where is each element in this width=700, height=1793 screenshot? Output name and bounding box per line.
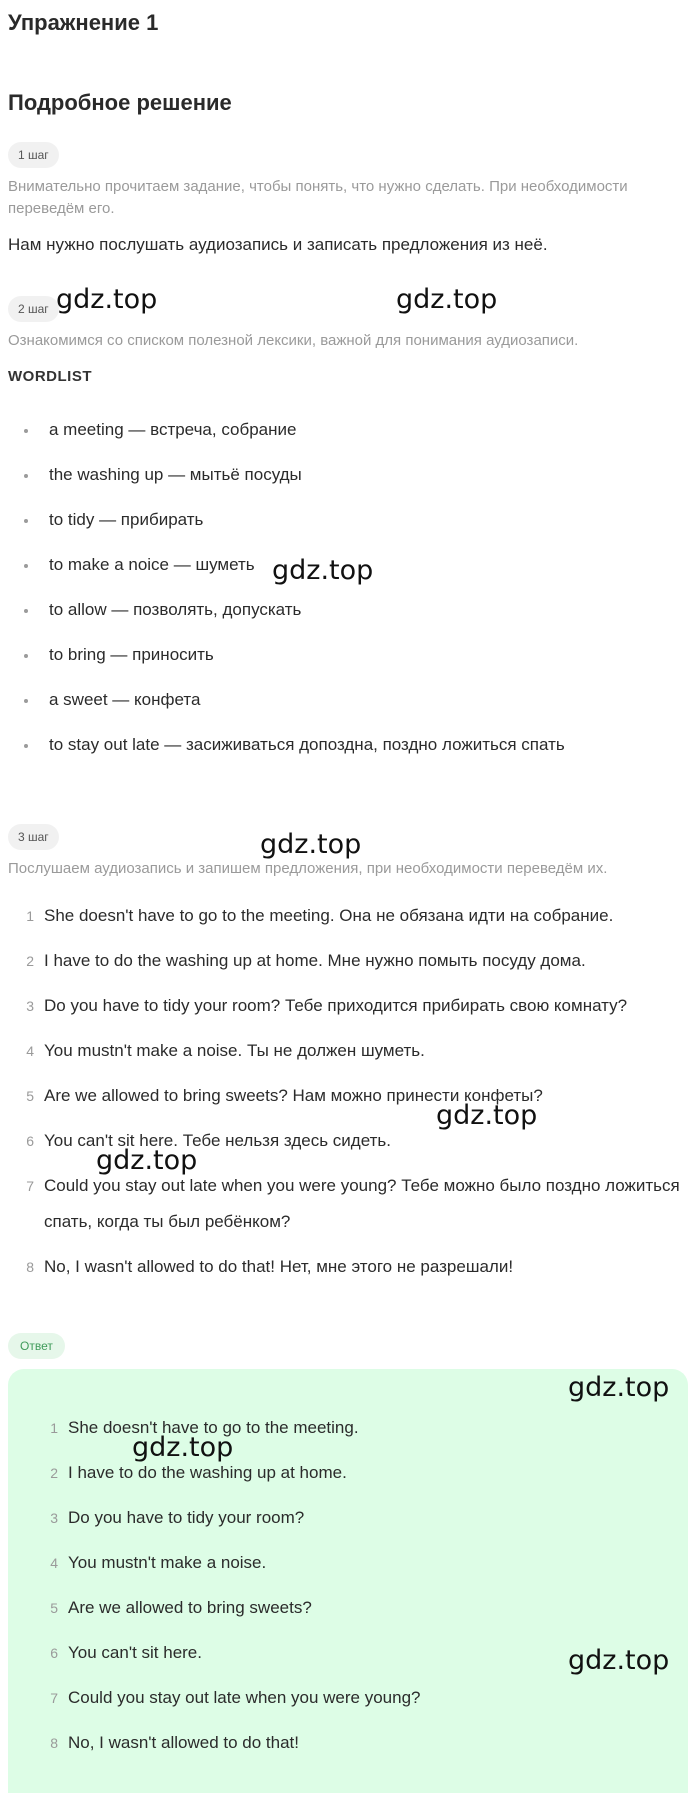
answer-text: You mustn't make a noise. bbox=[68, 1553, 267, 1572]
answer-number: 5 bbox=[50, 1600, 58, 1616]
sentence-number: 1 bbox=[26, 908, 34, 924]
sentence-number: 4 bbox=[26, 1043, 34, 1059]
wordlist-item bbox=[0, 641, 565, 686]
watermark: gdz.top bbox=[568, 1372, 670, 1403]
step-2-hint: Ознакомимся со списком полезной лексики, важной для понимания аудиозаписи. bbox=[8, 332, 579, 349]
sentence-text: You mustn't make a noise. Ты не должен шуметь. bbox=[44, 1041, 425, 1060]
sentence-text: No, I wasn't allowed to do that! Нет, мне этого не разрешали! bbox=[44, 1257, 514, 1276]
wordlist bbox=[0, 416, 565, 776]
answer-number: 4 bbox=[50, 1555, 58, 1571]
wordlist-title: WORDLIST bbox=[8, 368, 92, 385]
watermark: gdz.top bbox=[396, 284, 498, 315]
answer-number: 1 bbox=[50, 1420, 58, 1436]
bullet-dot bbox=[24, 654, 28, 658]
bullet-dot bbox=[24, 474, 28, 478]
sentence-number: 2 bbox=[26, 953, 34, 969]
section-title: Подробное решение bbox=[8, 90, 232, 115]
step-1-text: Нам нужно послушать аудиозапись и записать предложения из неё. bbox=[8, 235, 548, 254]
bullet-dot bbox=[24, 699, 28, 703]
wordlist-item bbox=[0, 506, 565, 551]
wordlist-item-text: to make a noice — шуметь bbox=[49, 555, 255, 574]
bullet-dot bbox=[24, 429, 28, 433]
wordlist-item-text: a meeting — встреча, собрание bbox=[49, 420, 297, 439]
watermark: gdz.top bbox=[568, 1645, 670, 1676]
sentence-number: 7 bbox=[26, 1178, 34, 1194]
wordlist-item bbox=[0, 416, 565, 461]
watermark: gdz.top bbox=[56, 284, 158, 315]
sentence-text: You can't sit here. Тебе нельзя здесь сидеть. bbox=[44, 1131, 391, 1150]
answer-text: Do you have to tidy your room? bbox=[68, 1508, 305, 1527]
answer-badge: Ответ bbox=[8, 1333, 65, 1359]
wordlist-item-text: to stay out late — засиживаться допоздна, поздно ложиться спать bbox=[49, 735, 565, 754]
wordlist-item-text: the washing up — мытьё посуды bbox=[49, 465, 302, 484]
answer-number: 7 bbox=[50, 1690, 58, 1706]
watermark: gdz.top bbox=[96, 1145, 198, 1176]
wordlist-item-text: to tidy — прибирать bbox=[49, 510, 204, 529]
answer-text: Are we allowed to bring sweets? bbox=[68, 1598, 312, 1617]
watermark: gdz.top bbox=[260, 829, 362, 860]
sentence-number: 5 bbox=[26, 1088, 34, 1104]
answer-text: I have to do the washing up at home. bbox=[68, 1463, 347, 1482]
answer-text: Could you stay out late when you were young? bbox=[68, 1688, 421, 1707]
sentence-number: 8 bbox=[26, 1259, 34, 1275]
bullet-dot bbox=[24, 519, 28, 523]
sentence-number: 6 bbox=[26, 1133, 34, 1149]
step-2-badge: 2 шаг bbox=[8, 296, 59, 322]
bullet-dot bbox=[24, 564, 28, 568]
answer-number: 6 bbox=[50, 1645, 58, 1661]
sentence-text: I have to do the washing up at home. Мне нужно помыть посуду дома. bbox=[44, 951, 586, 970]
answer-text: No, I wasn't allowed to do that! bbox=[68, 1733, 299, 1752]
watermark: gdz.top bbox=[436, 1100, 538, 1131]
page-title: Упражнение 1 bbox=[8, 10, 159, 35]
answer-number: 8 bbox=[50, 1735, 58, 1751]
step-3-badge: 3 шаг bbox=[8, 824, 59, 850]
step-3-hint: Послушаем аудиозапись и запишем предложения, при необходимости переведём их. bbox=[8, 860, 608, 877]
wordlist-item bbox=[0, 686, 565, 731]
wordlist-item bbox=[0, 731, 565, 776]
bullet-dot bbox=[24, 609, 28, 613]
wordlist-item bbox=[0, 596, 565, 641]
wordlist-item-text: to allow — позволять, допускать bbox=[49, 600, 302, 619]
watermark: gdz.top bbox=[272, 555, 374, 586]
bullet-dot bbox=[24, 744, 28, 748]
wordlist-item bbox=[0, 461, 565, 506]
sentence-text: Are we allowed to bring sweets? Нам можно принести конфеты? bbox=[44, 1086, 543, 1105]
sentence-text: Could you stay out late when you were young? Тебе можно было поздно ложиться спать, когда ты был ребёнком? bbox=[44, 1176, 680, 1231]
sentence-number: 3 bbox=[26, 998, 34, 1014]
watermark: gdz.top bbox=[132, 1432, 234, 1463]
wordlist-item-text: to bring — приносить bbox=[49, 645, 214, 664]
answer-text: You can't sit here. bbox=[68, 1643, 202, 1662]
step-1-badge: 1 шаг bbox=[8, 142, 59, 168]
step-1-hint: Внимательно прочитаем задание, чтобы понять, что нужно сделать. При необходимости переведём его. bbox=[8, 178, 628, 217]
sentence-text: She doesn't have to go to the meeting. Она не обязана идти на собрание. bbox=[44, 906, 614, 925]
wordlist-item-text: a sweet — конфета bbox=[49, 690, 201, 709]
answer-number: 3 bbox=[50, 1510, 58, 1526]
answer-text: She doesn't have to go to the meeting. bbox=[68, 1418, 359, 1437]
sentence-text: Do you have to tidy your room? Тебе приходится прибирать свою комнату? bbox=[44, 996, 628, 1015]
answer-number: 2 bbox=[50, 1465, 58, 1481]
